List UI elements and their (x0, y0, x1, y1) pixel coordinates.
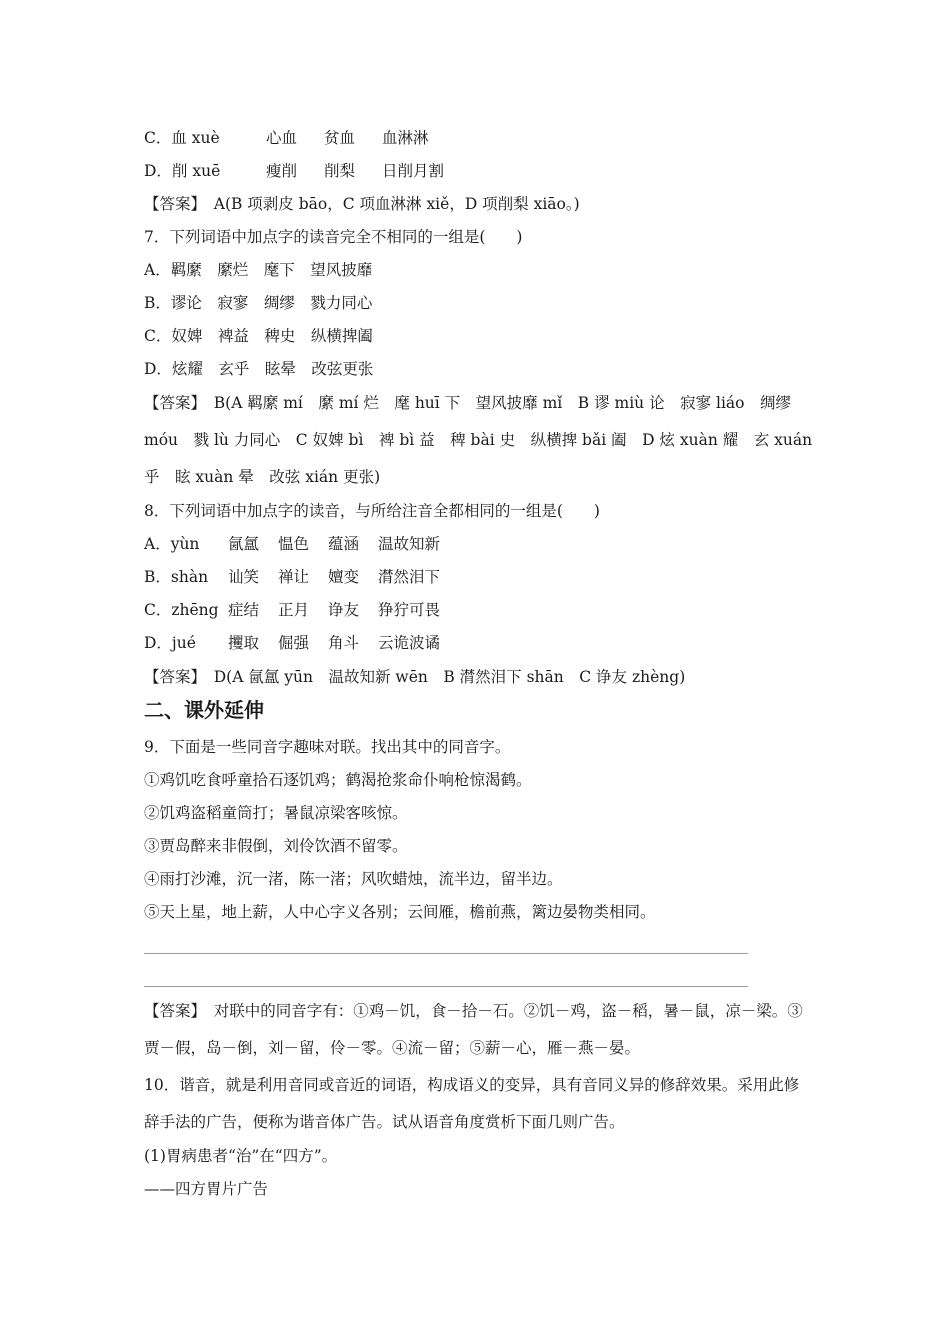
q8-option-c-word2: 正月 (278, 601, 310, 619)
q8-option-d-label: D．jué (144, 634, 196, 652)
q8-option-a-word1: 氤氲 (228, 535, 260, 553)
q8-answer: 【答案】 D(A 氤氲 yūn 温故知新 wēn B 潸然泪下 shān C 诤友 zhèng) (144, 668, 686, 686)
q10-item-1: (1)胃病患者“治”在“四方”。 (144, 1147, 338, 1165)
q6-option-d-word3: 日削月割 (382, 162, 445, 180)
q6-option-d-word1: 瘦削 (266, 162, 298, 180)
q8-option-b-word2: 禅让 (278, 568, 310, 586)
q10-stem: 10．谐音，就是利用音同或音近的词语，构成语义的变异，具有音同义异的修辞效果。采用此修辞手法的广告，便称为谐音体广告。试从语音角度赏析下面几则广告。 (144, 1076, 800, 1131)
q6-option-d (144, 161, 444, 181)
answer-blank-line-2 (144, 986, 748, 987)
q8-option-b (144, 567, 440, 587)
q6-option-c (144, 128, 429, 148)
q6-option-c-word1: 心血 (266, 129, 298, 147)
q8-stem: 8．下列词语中加点字的读音，与所给注音全都相同的一组是( ) (144, 502, 600, 520)
q8-option-c-label: C．zhēng (144, 601, 219, 619)
q10-item-1-source: ——四方胃片广告 (144, 1180, 269, 1198)
q9-item-5: ⑤天上星，地上薪，人中心字义各别；云间雁，檐前燕，篱边晏物类相同。 (144, 903, 656, 921)
q7-answer: 【答案】 B(A 羁縻 mí 縻 mí 烂 麾 huī 下 望风披靡 mǐ B 谬 miù 论 寂寥 liáo 绸缪 móu 戮 lù 力同心 C 奴婢 bì 裨 bì 益 稗 bài 史 纵横捭 bǎi 阖 D 炫 xuàn 耀 玄 xuán 乎 眩 xuàn 晕 改弦 xián 更张) (144, 394, 813, 486)
q7-option-c: C．奴婢 裨益 稗史 纵横捭阖 (144, 327, 373, 345)
q6-option-d-word2: 削梨 (324, 162, 356, 180)
q8-option-d-word4: 云诡波谲 (378, 634, 441, 652)
q8-option-b-word1: 讪笑 (228, 568, 260, 586)
q8-option-a-label: A．yùn (144, 535, 200, 553)
q8-option-c-word4: 狰狞可畏 (378, 601, 441, 619)
q6-answer: 【答案】 A(B 项剥皮 bāo，C 项血淋淋 xiě，D 项削梨 xiāo。) (144, 195, 580, 213)
q8-option-c-word1: 症结 (228, 601, 260, 619)
q8-option-c (144, 600, 440, 620)
q6-option-c-label: C．血 xuè (144, 129, 220, 147)
q8-option-b-word3: 嬗变 (328, 568, 360, 586)
section-heading: 二、课外延伸 (144, 698, 264, 722)
q8-option-d-word2: 倔强 (278, 634, 310, 652)
q8-option-a-word3: 蕴涵 (328, 535, 360, 553)
q8-option-b-label: B．shàn (144, 568, 209, 586)
q8-option-a-word4: 温故知新 (378, 535, 441, 553)
q6-option-c-word3: 血淋淋 (382, 129, 429, 147)
q7-option-a: A．羁縻 縻烂 麾下 望风披靡 (144, 261, 373, 279)
answer-blank-line-1 (144, 953, 748, 954)
q8-option-c-word3: 诤友 (328, 601, 360, 619)
q9-item-3: ③贾岛醉来非假倒，刘伶饮酒不留零。 (144, 837, 408, 855)
q7-option-d: D．炫耀 玄乎 眩晕 改弦更张 (144, 360, 374, 378)
q8-option-a-word2: 愠色 (278, 535, 310, 553)
q9-answer: 【答案】 对联中的同音字有：①鸡－饥，食－拾－石。②饥－鸡，盗－稻，暑－鼠，凉－梁。③贾－假，岛－倒，刘－留，伶－零。④流－留；⑤薪－心，雁－燕－晏。 (144, 1002, 803, 1057)
q7-option-b: B．谬论 寂寥 绸缪 戮力同心 (144, 294, 373, 312)
q9-item-1: ①鸡饥吃食呼童拾石逐饥鸡；鹤渴抢浆命仆响枪惊渴鹤。 (144, 771, 532, 789)
q8-option-d-word1: 攫取 (228, 634, 260, 652)
q8-option-d-word3: 角斗 (328, 634, 360, 652)
q8-option-a (144, 534, 440, 554)
q9-item-2: ②饥鸡盗稻童筒打；暑鼠凉梁客咳惊。 (144, 804, 408, 822)
q7-stem: 7．下列词语中加点字的读音完全不相同的一组是( ) (144, 228, 523, 246)
q9-stem: 9．下面是一些同音字趣味对联。找出其中的同音字。 (144, 738, 511, 756)
q6-option-d-label: D．削 xuē (144, 162, 221, 180)
q8-option-d (144, 633, 440, 653)
q6-option-c-word2: 贫血 (324, 129, 356, 147)
q9-item-4: ④雨打沙滩，沉一渚，陈一渚；风吹蜡烛，流半边，留半边。 (144, 870, 563, 888)
q8-option-b-word4: 潸然泪下 (378, 568, 441, 586)
